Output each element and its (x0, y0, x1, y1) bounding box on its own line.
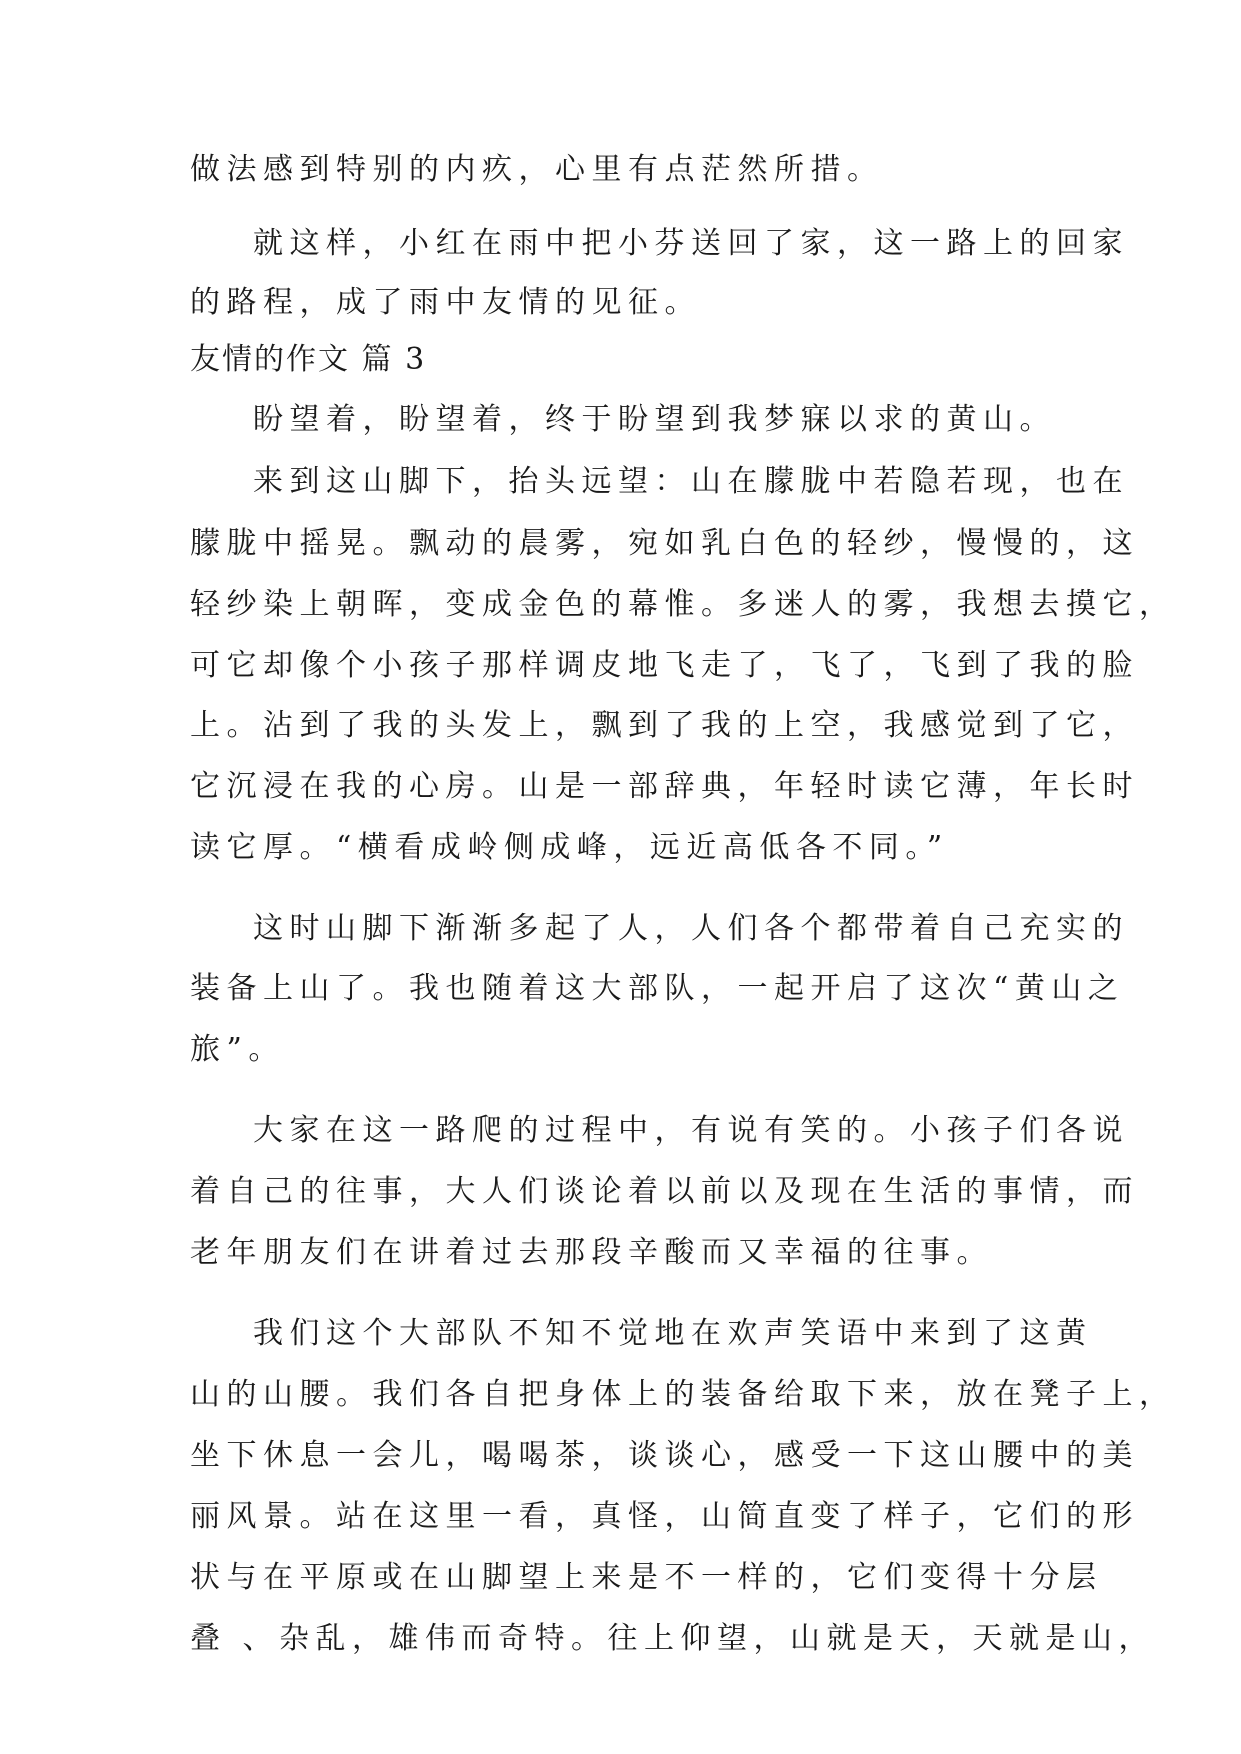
paragraph-start-line: 大家在这一路爬的过程中，有说有笑的。小孩子们各说 (253, 1113, 1129, 1148)
paragraph-start-line: 我们这个大部队不知不觉地在欢声笑语中来到了这黄 (253, 1316, 1093, 1351)
text-line: 朦胧中摇晃。飘动的晨雾，宛如乳白色的轻纱，慢慢的，这 (190, 526, 1139, 561)
text-line: 状与在平原或在山脚望上来是不一样的，它们变得十分层 (190, 1560, 1103, 1595)
paragraph-start-line: 来到这山脚下，抬头远望：山在朦胧中若隐若现，也在 (253, 464, 1129, 499)
paragraph-start-line: 盼望着，盼望着，终于盼望到我梦寐以求的黄山。 (253, 402, 1056, 437)
text-line: 老年朋友们在讲着过去那段辛酸而又幸福的往事。 (190, 1235, 993, 1270)
text-line: 它沉浸在我的心房。山是一部辞典，年轻时读它薄，年长时 (190, 769, 1139, 804)
text-line: 做法感到特别的内疚，心里有点茫然所措。 (190, 152, 884, 187)
text-line: 装备上山了。我也随着这大部队，一起开启了这次“黄山之 (190, 971, 1125, 1006)
text-line: 丽风景。站在这里一看，真怪，山简直变了样子，它们的形 (190, 1499, 1139, 1534)
text-line: 可它却像个小孩子那样调皮地飞走了，飞了，飞到了我的脸 (190, 648, 1139, 683)
text-line: 的路程，成了雨中友情的见征。 (190, 285, 701, 320)
text-line: 山的山腰。我们各自把身体上的装备给取下来，放在凳子上， (190, 1377, 1176, 1412)
text-line: 上。沾到了我的头发上，飘到了我的上空，我感觉到了它， (190, 708, 1139, 743)
text-line: 坐下休息一会儿，喝喝茶，谈谈心，感受一下这山腰中的美 (190, 1438, 1139, 1473)
text-line: 着自己的往事，大人们谈论着以前以及现在生活的事情，而 (190, 1174, 1139, 1209)
paragraph-start-line: 这时山脚下渐渐多起了人，人们各个都带着自己充实的 (253, 911, 1129, 946)
paragraph-start-line: 就这样，小红在雨中把小芬送回了家，这一路上的回家 (253, 226, 1129, 261)
text-line: 读它厚。“横看成岭侧成峰，远近高低各不同。” (190, 830, 949, 865)
section-heading: 友情的作文 篇 3 (190, 342, 427, 377)
text-line: 旅”。 (190, 1032, 285, 1067)
text-line: 叠 、杂乱，雄伟而奇特。往上仰望，山就是天，天就是山， (190, 1621, 1156, 1656)
text-line: 轻纱染上朝晖，变成金色的幕惟。多迷人的雾，我想去摸它， (190, 587, 1176, 622)
